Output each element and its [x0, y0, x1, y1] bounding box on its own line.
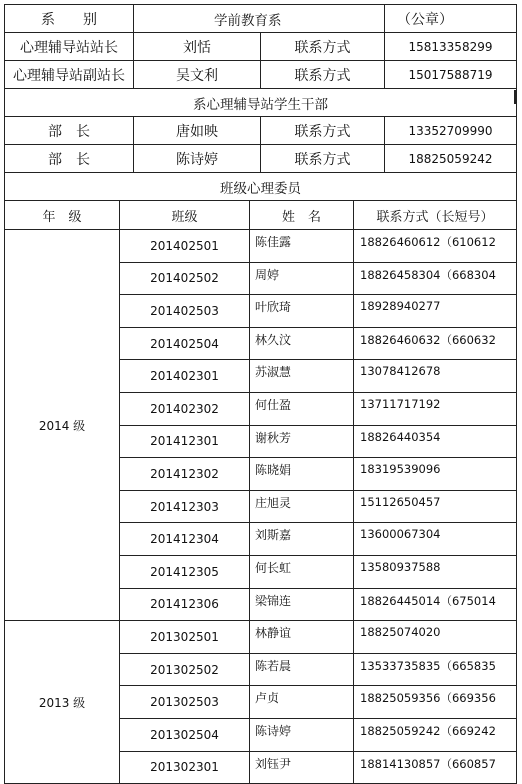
phone-cell: 18319539096: [354, 458, 517, 491]
staff-table: [4, 4, 517, 201]
leader-phone: 15813358299: [385, 33, 517, 61]
contact-label: 联系方式: [261, 61, 385, 89]
cadre-role: 部 长: [5, 117, 134, 145]
name-cell: 庄旭灵: [250, 490, 354, 523]
phone-cell: 13078412678: [354, 360, 517, 393]
cadre-phone: 13352709990: [385, 117, 517, 145]
name-cell: 陈晓娟: [250, 458, 354, 491]
section-title-row: [5, 89, 517, 117]
class-cell: 201412306: [120, 588, 250, 621]
phone-cell: 15112650457: [354, 490, 517, 523]
margin-tick-mark: [514, 90, 516, 104]
class-cell: 201302504: [120, 718, 250, 751]
phone-cell: 18826460612（610612: [354, 230, 517, 263]
name-cell: 梁锦连: [250, 588, 354, 621]
class-cell: 201412302: [120, 458, 250, 491]
leader-row: [5, 33, 517, 61]
cadre-name: 唐如映: [134, 117, 261, 145]
name-cell: 何仕盈: [250, 392, 354, 425]
class-cell: 201412305: [120, 555, 250, 588]
column-header-grade: 年 级: [5, 201, 120, 230]
class-cell: 201412303: [120, 490, 250, 523]
class-cell: 201402504: [120, 327, 250, 360]
phone-cell: 18826440354: [354, 425, 517, 458]
column-header-name: 姓 名: [250, 201, 354, 230]
class-cell: 201402302: [120, 392, 250, 425]
department-label: 系 别: [5, 5, 134, 33]
leader-role: 心理辅导站副站长: [5, 61, 134, 89]
phone-cell: 13711717192: [354, 392, 517, 425]
phone-cell: 18826458304（668304: [354, 262, 517, 295]
name-cell: 刘斯嘉: [250, 523, 354, 556]
phone-cell: 18928940277: [354, 295, 517, 328]
leader-row: [5, 61, 517, 89]
name-cell: 刘钰尹: [250, 751, 354, 784]
class-cell: 201402503: [120, 295, 250, 328]
cadre-name: 陈诗婷: [134, 145, 261, 173]
name-cell: 陈若晨: [250, 653, 354, 686]
phone-cell: 13600067304: [354, 523, 517, 556]
class-cell: 201402501: [120, 230, 250, 263]
class-cell: 201412301: [120, 425, 250, 458]
class-cell: 201402502: [120, 262, 250, 295]
class-cell: 201412304: [120, 523, 250, 556]
class-cell: 201302301: [120, 751, 250, 784]
name-cell: 卢贞: [250, 686, 354, 719]
column-header-contact: 联系方式（长短号）: [354, 201, 517, 230]
name-cell: 何长虹: [250, 555, 354, 588]
class-cell: 201302502: [120, 653, 250, 686]
name-cell: 陈诗婷: [250, 718, 354, 751]
committee-title: 班级心理委员: [5, 173, 517, 201]
student-cadre-title: 系心理辅导站学生干部: [5, 89, 517, 117]
grade-cell: 2014 级: [5, 230, 120, 621]
department-value: 学前教育系: [214, 12, 282, 29]
phone-cell: 18826460632（660632: [354, 327, 517, 360]
class-cell: 201302503: [120, 686, 250, 719]
name-cell: 周婷: [250, 262, 354, 295]
leader-name: 吴文利: [134, 61, 261, 89]
roster-document: [4, 4, 516, 784]
official-stamp-label: （公章）: [385, 5, 517, 33]
contact-label: 联系方式: [261, 145, 385, 173]
department-name: [134, 5, 385, 33]
contact-label: 联系方式: [261, 33, 385, 61]
name-cell: 谢秋芳: [250, 425, 354, 458]
department-row: [5, 5, 517, 33]
column-header-class: 班级: [120, 201, 250, 230]
phone-cell: 18825059356（669356: [354, 686, 517, 719]
table-row: [5, 230, 517, 263]
cadre-row: [5, 145, 517, 173]
committee-table: [4, 200, 517, 784]
name-cell: 苏淑慧: [250, 360, 354, 393]
phone-cell: 18826445014（675014: [354, 588, 517, 621]
section-title-row: [5, 173, 517, 201]
committee-header-row: [5, 201, 517, 230]
cadre-role: 部 长: [5, 145, 134, 173]
class-cell: 201402301: [120, 360, 250, 393]
name-cell: 林静谊: [250, 621, 354, 654]
class-cell: 201302501: [120, 621, 250, 654]
phone-cell: 18814130857（660857: [354, 751, 517, 784]
grade-cell: 2013 级: [5, 621, 120, 784]
name-cell: 林久汶: [250, 327, 354, 360]
cadre-phone: 18825059242: [385, 145, 517, 173]
table-row: [5, 621, 517, 654]
leader-name: 刘恬: [134, 33, 261, 61]
name-cell: 陈佳露: [250, 230, 354, 263]
phone-cell: 13533735835（665835: [354, 653, 517, 686]
name-cell: 叶欣琦: [250, 295, 354, 328]
leader-phone: 15017588719: [385, 61, 517, 89]
leader-role: 心理辅导站站长: [5, 33, 134, 61]
phone-cell: 18825074020: [354, 621, 517, 654]
contact-label: 联系方式: [261, 117, 385, 145]
cadre-row: [5, 117, 517, 145]
phone-cell: 18825059242（669242: [354, 718, 517, 751]
phone-cell: 13580937588: [354, 555, 517, 588]
